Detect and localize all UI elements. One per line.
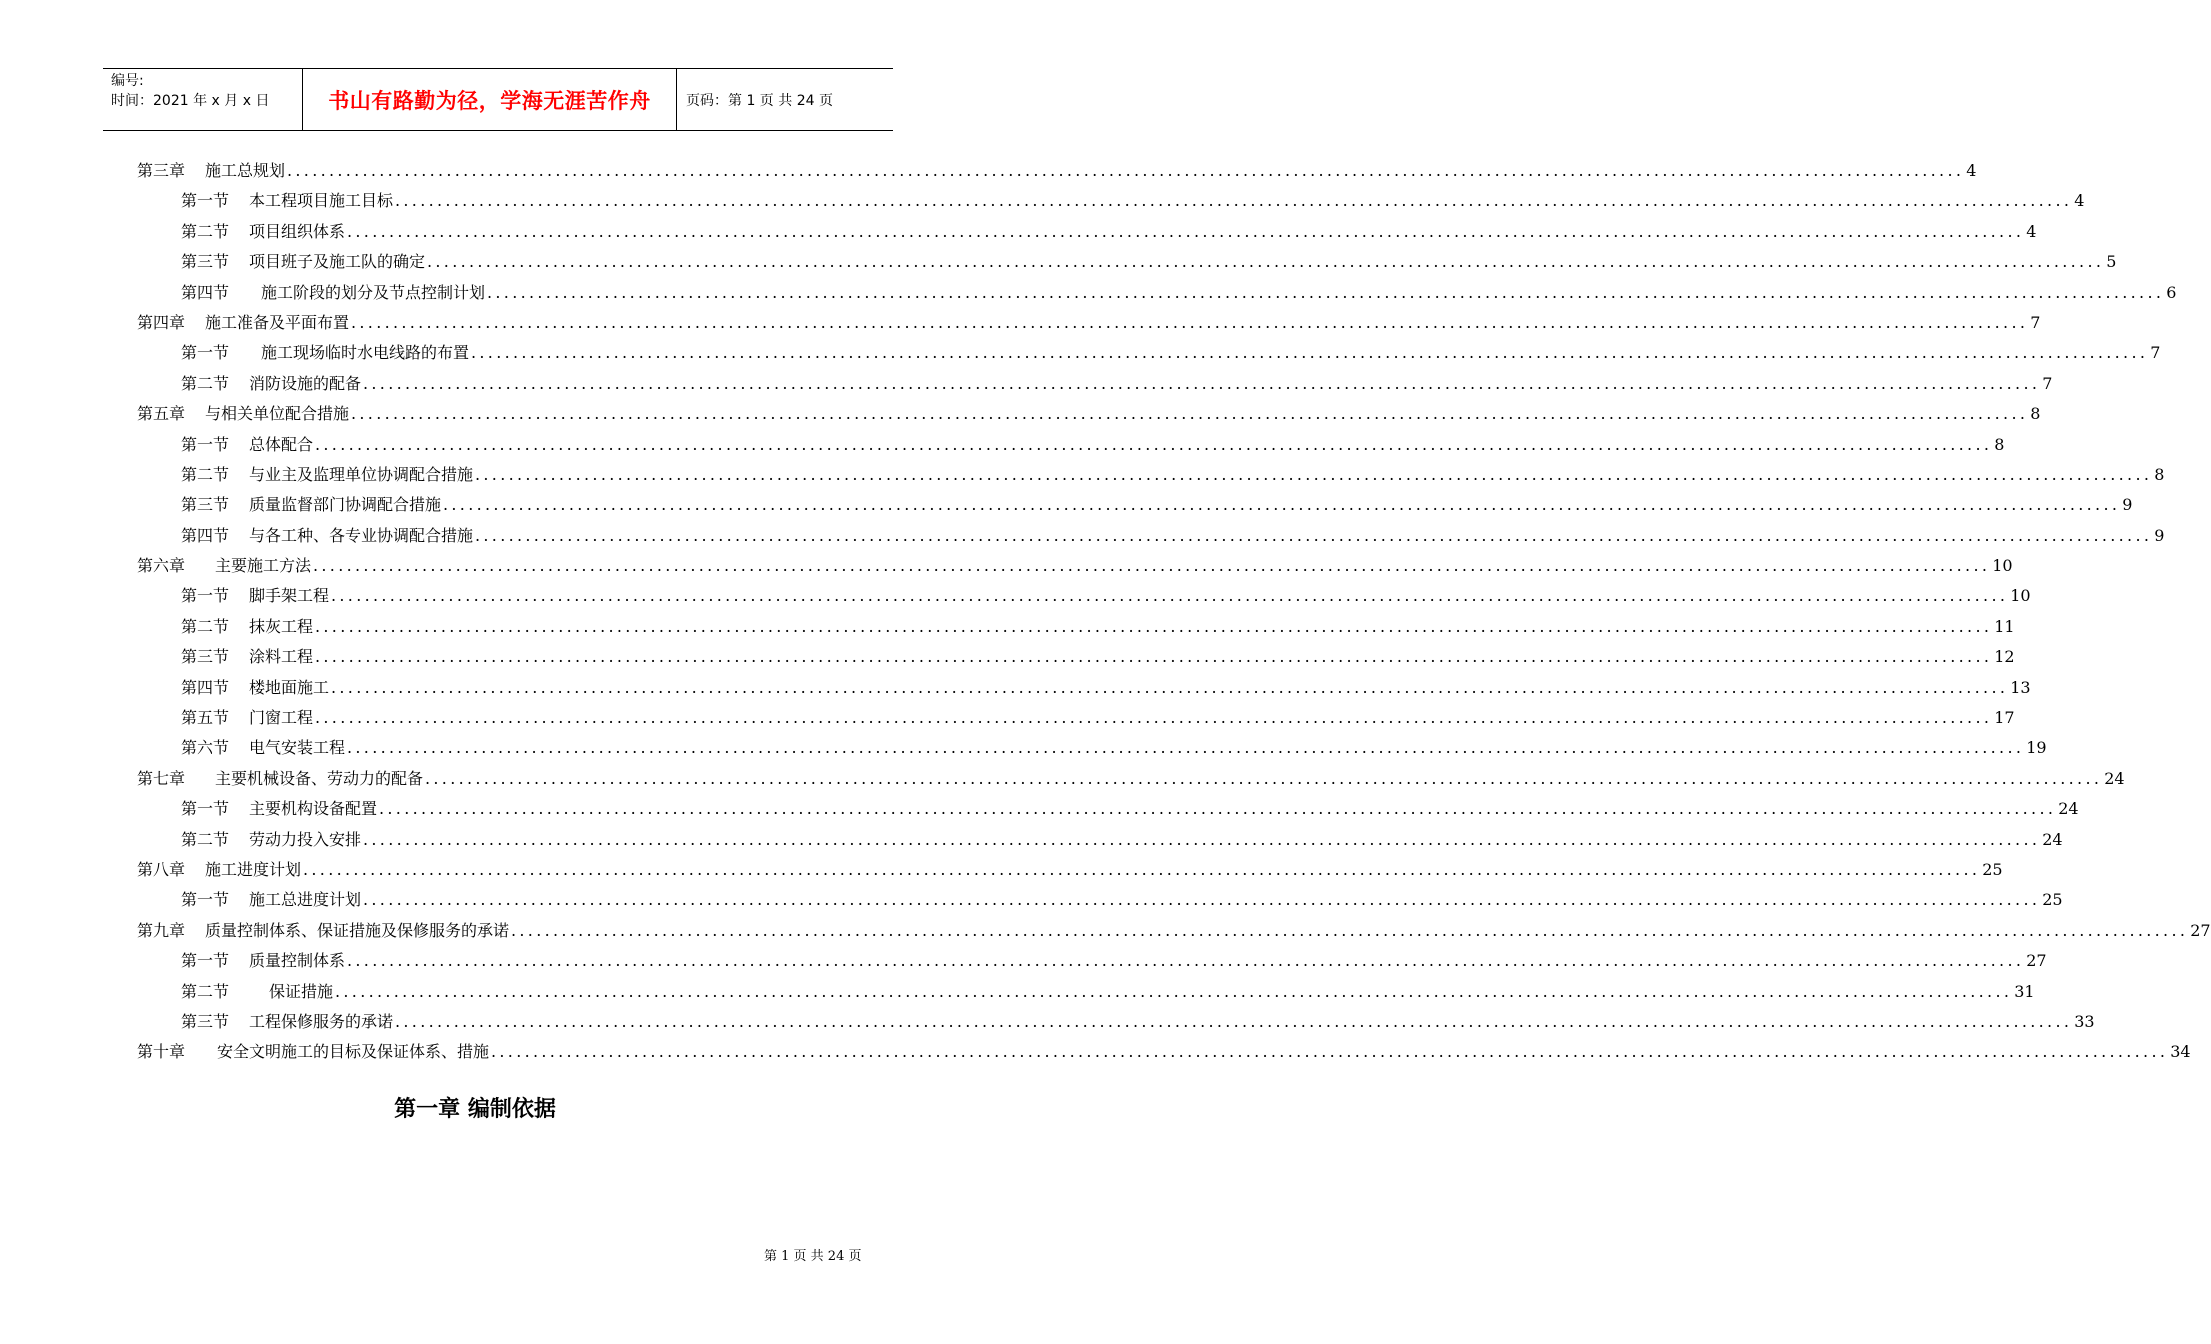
- toc-section-entry[interactable]: [137, 186, 2085, 216]
- toc-entry-page: 5: [2106, 252, 2117, 272]
- toc-section-entry[interactable]: [137, 369, 2053, 399]
- toc-entry-title: 施工总规划: [205, 161, 286, 180]
- header-meta: [103, 69, 303, 130]
- toc-entry-title: 门窗工程: [249, 708, 314, 728]
- toc-leader-dots: ........................................................................................................................................................................................................: [331, 677, 2009, 697]
- toc-entry-title: 主要机械设备、劳动力的配备: [215, 768, 424, 788]
- toc-entry-page: 7: [2042, 373, 2053, 393]
- toc-entry-label: 第五节: [181, 708, 230, 728]
- toc-section-entry[interactable]: [137, 673, 2031, 703]
- toc-entry-page: 24: [2058, 799, 2079, 819]
- toc-entry-label: 第四节: [181, 525, 230, 545]
- toc-entry-page: 8: [2154, 464, 2165, 484]
- toc-entry-label: 第五章: [137, 404, 186, 424]
- toc-entry-title: 项目班子及施工队的确定: [249, 252, 426, 272]
- toc-leader-dots: ........................................................................................................................................................................................................: [313, 556, 1991, 576]
- toc-entry-title: 抹灰工程: [249, 616, 314, 636]
- toc-entry-title: 保证措施: [269, 981, 334, 1001]
- toc-entry-label: 第一节: [181, 799, 230, 819]
- toc-chapter-entry[interactable]: [137, 764, 2125, 794]
- toc-leader-dots: ........................................................................................................................................................................................................: [315, 647, 1993, 667]
- toc-entry-page: 6: [2166, 282, 2177, 302]
- toc-chapter-entry[interactable]: [137, 1037, 2191, 1067]
- toc-section-entry[interactable]: [137, 703, 2015, 733]
- toc-entry-page: 31: [2014, 981, 2035, 1001]
- toc-chapter-entry[interactable]: [137, 156, 1977, 186]
- toc-entry-title: 工程保修服务的承诺: [249, 1011, 394, 1031]
- toc-chapter-entry[interactable]: [137, 308, 2041, 338]
- toc-section-entry[interactable]: [137, 885, 2063, 915]
- toc-leader-dots: ........................................................................................................................................................................................................: [395, 1011, 2073, 1031]
- toc-leader-dots: ........................................................................................................................................................................................................: [315, 616, 1993, 636]
- toc-entry-label: 第六章: [137, 556, 186, 576]
- toc-entry-label: 第十章: [137, 1042, 186, 1062]
- toc-entry-title: 与各工种、各专业协调配合措施: [249, 525, 474, 545]
- toc-entry-title: 电气安装工程: [249, 738, 346, 758]
- toc-leader-dots: ........................................................................................................................................................................................................: [475, 464, 2153, 484]
- toc-entry-title: 施工现场临时水电线路的布置: [261, 343, 470, 363]
- toc-leader-dots: ........................................................................................................................................................................................................: [331, 586, 2009, 606]
- toc-entry-label: 第四节: [181, 282, 230, 302]
- toc-leader-dots: ........................................................................................................................................................................................................: [303, 859, 1981, 879]
- toc-section-entry[interactable]: [137, 733, 2047, 763]
- toc-entry-page: 27: [2026, 951, 2047, 971]
- table-of-contents: [137, 156, 2211, 1068]
- toc-entry-label: 第一节: [181, 890, 230, 910]
- toc-entry-label: 第二节: [181, 221, 230, 241]
- toc-chapter-entry[interactable]: [137, 855, 2003, 885]
- toc-entry-page: 4: [2074, 191, 2085, 211]
- toc-entry-title: 安全文明施工的目标及保证体系、措施: [217, 1042, 490, 1062]
- toc-section-entry[interactable]: [137, 338, 2161, 368]
- toc-entry-label: 第二节: [181, 981, 230, 1001]
- toc-entry-label: 第八章: [137, 859, 186, 879]
- toc-section-entry[interactable]: [137, 612, 2015, 642]
- toc-entry-label: 第三节: [181, 1011, 230, 1031]
- toc-entry-label: 第三节: [181, 647, 230, 667]
- toc-leader-dots: ........................................................................................................................................................................................................: [315, 708, 1993, 728]
- toc-leader-dots: ........................................................................................................................................................................................................: [363, 373, 2041, 393]
- toc-entry-title: 主要施工方法: [215, 556, 312, 576]
- toc-entry-title: 与相关单位配合措施: [205, 404, 350, 424]
- toc-entry-page: 11: [1994, 616, 2015, 636]
- toc-section-entry[interactable]: [137, 430, 2005, 460]
- toc-section-entry[interactable]: [137, 490, 2133, 520]
- toc-entry-title: 主要机构设备配置: [249, 799, 378, 819]
- toc-section-entry[interactable]: [137, 825, 2063, 855]
- page-footer: 第 1 页 共 24 页: [764, 1249, 862, 1264]
- toc-entry-label: 第一节: [181, 191, 230, 211]
- toc-section-entry[interactable]: [137, 460, 2165, 490]
- document-number-label: 编号:: [111, 73, 144, 89]
- toc-section-entry[interactable]: [137, 794, 2079, 824]
- toc-entry-label: 第四节: [181, 677, 230, 697]
- toc-leader-dots: ........................................................................................................................................................................................................: [443, 495, 2121, 515]
- toc-section-entry[interactable]: [137, 977, 2035, 1007]
- toc-leader-dots: ........................................................................................................................................................................................................: [395, 191, 2073, 211]
- toc-entry-title: 劳动力投入安排: [249, 829, 362, 849]
- toc-entry-label: 第六节: [181, 738, 230, 758]
- toc-entry-label: 第二节: [181, 616, 230, 636]
- toc-entry-page: 9: [2154, 525, 2165, 545]
- toc-entry-title: 脚手架工程: [249, 586, 330, 606]
- toc-entry-page: 7: [2030, 312, 2041, 332]
- toc-leader-dots: ........................................................................................................................................................................................................: [351, 404, 2029, 424]
- toc-section-entry[interactable]: [137, 642, 2015, 672]
- toc-leader-dots: ........................................................................................................................................................................................................: [347, 738, 2025, 758]
- toc-entry-page: 12: [1994, 647, 2015, 667]
- toc-section-entry[interactable]: [137, 217, 2037, 247]
- page-header: [103, 68, 893, 131]
- toc-leader-dots: ........................................................................................................................................................................................................: [363, 829, 2041, 849]
- toc-entry-page: 9: [2122, 495, 2133, 515]
- toc-entry-label: 第三节: [181, 252, 230, 272]
- toc-entry-label: 第一节: [181, 434, 230, 454]
- toc-chapter-entry[interactable]: [137, 551, 2013, 581]
- toc-entry-label: 第一节: [181, 951, 230, 971]
- toc-leader-dots: ........................................................................................................................................................................................................: [363, 890, 2041, 910]
- toc-leader-dots: ........................................................................................................................................................................................................: [487, 282, 2165, 302]
- toc-entry-title: 与业主及监理单位协调配合措施: [249, 464, 474, 484]
- toc-entry-page: 17: [1994, 708, 2015, 728]
- toc-section-entry[interactable]: [137, 247, 2117, 277]
- header-page-number: 页码：第 1 页 共 24 页: [686, 92, 833, 109]
- toc-leader-dots: ........................................................................................................................................................................................................: [335, 981, 2013, 1001]
- toc-section-entry[interactable]: [137, 946, 2047, 976]
- document-date: 时间：2021 年 x 月 x 日: [111, 93, 270, 109]
- toc-entry-label: 第二节: [181, 464, 230, 484]
- toc-section-entry[interactable]: [137, 581, 2031, 611]
- toc-entry-label: 第九章: [137, 920, 186, 940]
- toc-entry-title: 质量控制体系、保证措施及保修服务的承诺: [205, 920, 510, 940]
- header-motto: 书山有路勤为径，学海无涯苦作舟: [303, 69, 677, 130]
- toc-entry-page: 25: [1982, 859, 2003, 879]
- toc-entry-page: 27: [2190, 920, 2211, 940]
- toc-section-entry[interactable]: [137, 521, 2165, 551]
- toc-entry-title: 质量控制体系: [249, 951, 346, 971]
- toc-leader-dots: ........................................................................................................................................................................................................: [471, 343, 2149, 363]
- toc-entry-title: 涂料工程: [249, 647, 314, 667]
- toc-entry-title: 施工进度计划: [205, 859, 302, 879]
- toc-entry-page: 19: [2026, 738, 2047, 758]
- toc-entry-title: 本工程项目施工目标: [249, 191, 394, 211]
- toc-entry-label: 第三节: [181, 495, 230, 515]
- toc-entry-label: 第一节: [181, 586, 230, 606]
- toc-chapter-entry[interactable]: [137, 399, 2041, 429]
- toc-entry-label: 第二节: [181, 373, 230, 393]
- toc-entry-page: 10: [2010, 586, 2031, 606]
- toc-entry-title: 项目组织体系: [249, 221, 346, 241]
- toc-leader-dots: ........................................................................................................................................................................................................: [347, 951, 2025, 971]
- toc-leader-dots: ........................................................................................................................................................................................................: [315, 434, 1993, 454]
- toc-entry-page: 33: [2074, 1011, 2095, 1031]
- toc-entry-page: 10: [1992, 556, 2013, 576]
- toc-leader-dots: ........................................................................................................................................................................................................: [347, 221, 2025, 241]
- chapter-heading: 第一章 编制依据: [394, 1097, 556, 1122]
- toc-leader-dots: ........................................................................................................................................................................................................: [427, 252, 2105, 272]
- toc-leader-dots: ........................................................................................................................................................................................................: [379, 799, 2057, 819]
- toc-chapter-entry[interactable]: [137, 916, 2211, 946]
- toc-entry-page: 8: [2030, 404, 2041, 424]
- toc-entry-label: 第三章: [137, 161, 186, 180]
- toc-entry-label: 第二节: [181, 829, 230, 849]
- toc-entry-label: 第四章: [137, 312, 186, 332]
- toc-entry-page: 8: [1994, 434, 2005, 454]
- toc-leader-dots: ........................................................................................................................................................................................................: [491, 1042, 2169, 1062]
- toc-entry-page: 24: [2104, 768, 2125, 788]
- toc-entry-title: 质量监督部门协调配合措施: [249, 495, 442, 515]
- toc-leader-dots: ........................................................................................................................................................................................................: [351, 312, 2029, 332]
- toc-entry-title: 施工准备及平面布置: [205, 312, 350, 332]
- toc-leader-dots: ........................................................................................................................................................................................................: [511, 920, 2189, 940]
- toc-leader-dots: ........................................................................................................................................................................................................: [287, 161, 1965, 180]
- toc-entry-label: 第一节: [181, 343, 230, 363]
- toc-entry-page: 13: [2010, 677, 2031, 697]
- toc-entry-page: 7: [2150, 343, 2161, 363]
- toc-entry-page: 4: [2026, 221, 2037, 241]
- toc-entry-title: 楼地面施工: [249, 677, 330, 697]
- toc-entry-page: 24: [2042, 829, 2063, 849]
- toc-section-entry[interactable]: [137, 1007, 2095, 1037]
- toc-section-entry[interactable]: [137, 278, 2177, 308]
- toc-entry-title: 施工总进度计划: [249, 890, 362, 910]
- toc-entry-title: 施工阶段的划分及节点控制计划: [261, 282, 486, 302]
- toc-leader-dots: ........................................................................................................................................................................................................: [475, 525, 2153, 545]
- toc-entry-page: 4: [1966, 161, 1977, 180]
- toc-leader-dots: ........................................................................................................................................................................................................: [425, 768, 2103, 788]
- toc-entry-title: 消防设施的配备: [249, 373, 362, 393]
- toc-entry-label: 第七章: [137, 768, 186, 788]
- toc-entry-page: 34: [2170, 1042, 2191, 1062]
- toc-entry-page: 25: [2042, 890, 2063, 910]
- toc-entry-title: 总体配合: [249, 434, 314, 454]
